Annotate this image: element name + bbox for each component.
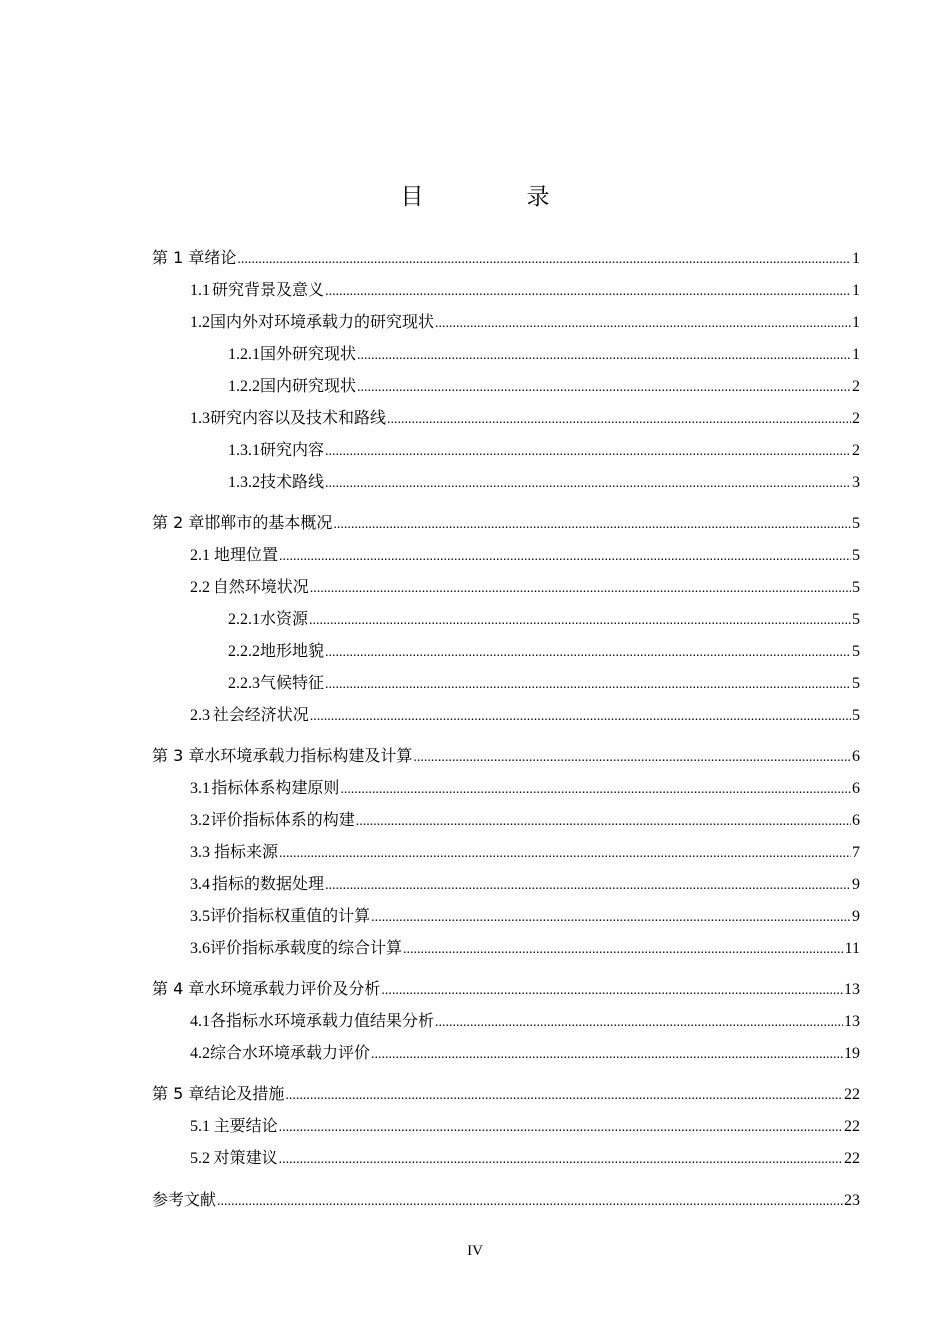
toc-entry-title: 结论及措施 [204, 1084, 285, 1103]
toc-entry[interactable] [152, 1115, 860, 1139]
toc-entry-page: 11 [844, 940, 860, 957]
toc-entry[interactable] [152, 311, 860, 335]
toc-entry-title: 指标体系构建原则 [211, 778, 340, 797]
toc-entry-page: 6 [852, 812, 860, 829]
toc-dot-leader [325, 672, 851, 696]
toc-entry-page: 9 [852, 908, 860, 925]
toc-entry-number: 2.2 [190, 579, 210, 596]
toc-entry-title: 社会经济状况 [212, 705, 309, 724]
toc-dot-leader [217, 1189, 843, 1213]
toc-entry[interactable] [152, 576, 860, 600]
toc-entry[interactable] [152, 640, 860, 664]
toc-entry-title: 各指标水环境承载力值结果分析 [210, 1011, 435, 1030]
toc-entry-page: 13 [844, 1013, 860, 1030]
toc-entry-page: 23 [844, 1192, 860, 1209]
toc-entry-page: 1 [852, 314, 860, 331]
toc-entry-page: 22 [844, 1118, 860, 1135]
toc-dot-leader [325, 279, 851, 303]
toc-entry-page: 2 [852, 378, 860, 395]
toc-dot-leader [325, 873, 851, 897]
toc-entry-page: 6 [852, 748, 860, 765]
toc-dot-leader [285, 1083, 843, 1107]
toc-entry-title: 水环境承载力评价及分析 [204, 979, 381, 998]
toc-entry[interactable] [152, 704, 860, 728]
toc-entry-number: 2.3 [190, 707, 210, 724]
toc-entry[interactable] [152, 978, 860, 1002]
toc-dot-leader [279, 1115, 843, 1139]
toc-entry-page: 22 [844, 1150, 860, 1167]
toc-dot-leader [310, 576, 851, 600]
toc-entry[interactable] [152, 937, 860, 961]
toc-entry-page: 1 [852, 282, 860, 299]
toc-entry-number: 5.1 [190, 1118, 210, 1135]
toc-entry-number: 3.6 [190, 940, 210, 957]
toc-entry-number: 3.3 [190, 844, 210, 861]
toc-entry-title: 国外研究现状 [260, 344, 357, 363]
toc-entry-number: 2.2.3 [228, 675, 260, 692]
toc-entry-title: 地形地貌 [260, 641, 325, 660]
toc-dot-leader [340, 777, 851, 801]
toc-entry[interactable] [152, 439, 860, 463]
toc-entry-title: 自然环境状况 [212, 577, 309, 596]
toc-entry[interactable] [152, 672, 860, 696]
toc-entry-number: 第 4 章 [152, 979, 205, 998]
toc-dot-leader [435, 1010, 843, 1034]
toc-entry[interactable] [152, 512, 860, 536]
toc-entry[interactable] [152, 777, 860, 801]
toc-entry-page: 5 [852, 579, 860, 596]
toc-entry-page: 2 [852, 442, 860, 459]
toc-entry-page: 1 [852, 346, 860, 363]
toc-entry-number: 2.1 [190, 547, 210, 564]
toc-entry[interactable] [152, 809, 860, 833]
toc-dot-leader [333, 512, 851, 536]
page-number: IV [467, 1243, 483, 1259]
toc-entry[interactable] [152, 1083, 860, 1107]
toc-entry-number: 1.2 [190, 314, 210, 331]
toc-entry[interactable] [152, 841, 860, 865]
toc-entry[interactable] [152, 1010, 860, 1034]
toc-dot-leader [279, 841, 851, 865]
toc-entry[interactable] [152, 873, 860, 897]
toc-entry-number: 4.1 [190, 1013, 210, 1030]
toc-dot-leader [237, 247, 851, 271]
toc-dot-leader [357, 375, 851, 399]
toc-entry-number: 2.2.1 [228, 611, 260, 628]
toc-entry-title: 评价指标权重值的计算 [210, 906, 371, 925]
toc-dot-leader [325, 640, 851, 664]
toc-entry-number: 3.1 [190, 780, 210, 797]
toc-entry-title: 参考文献 [152, 1190, 217, 1209]
toc-entry-title: 邯郸市的基本概况 [204, 513, 333, 532]
toc-entry-number: 3.4 [190, 876, 210, 893]
toc-dot-leader [403, 937, 844, 961]
toc-entry[interactable] [152, 544, 860, 568]
toc-entry-number: 1.3.2 [228, 474, 260, 491]
toc-entry-page: 5 [852, 643, 860, 660]
toc-entry-title: 指标来源 [213, 842, 278, 861]
toc-dot-leader [381, 978, 843, 1002]
toc-entry-title: 评价指标体系的构建 [210, 810, 355, 829]
toc-entry[interactable] [152, 343, 860, 367]
toc-entry[interactable] [152, 608, 860, 632]
toc-dot-leader [325, 439, 851, 463]
toc-entry-number: 3.2 [190, 812, 210, 829]
toc-entry[interactable] [152, 375, 860, 399]
toc-entry-number: 3.5 [190, 908, 210, 925]
toc-entry[interactable] [152, 1147, 860, 1171]
toc-entry-title: 综合水环境承载力评价 [210, 1043, 371, 1062]
toc-entry-page: 1 [852, 250, 860, 267]
toc-entry[interactable] [152, 1189, 860, 1213]
toc-entry-number: 第 2 章 [152, 513, 205, 532]
toc-entry-number: 第 1 章 [152, 248, 205, 267]
toc-entry-number: 1.2.1 [228, 346, 260, 363]
toc-dot-leader [371, 1042, 843, 1066]
toc-dot-leader [371, 905, 851, 929]
toc-entry[interactable] [152, 1042, 860, 1066]
toc-entry-page: 2 [852, 410, 860, 427]
toc-entry-number: 1.3.1 [228, 442, 260, 459]
toc-entry-page: 19 [844, 1045, 860, 1062]
toc-entry-page: 7 [852, 844, 860, 861]
toc-entry-title: 绪论 [204, 248, 237, 267]
toc-entry-page: 22 [844, 1086, 860, 1103]
toc-entry-page: 3 [852, 474, 860, 491]
toc-entry-page: 9 [852, 876, 860, 893]
toc-entry-number: 1.1 [190, 282, 210, 299]
toc-entry-page: 5 [852, 675, 860, 692]
toc-dot-leader [309, 608, 851, 632]
toc-title: 目 录 [400, 184, 590, 210]
toc-entry-number: 第 5 章 [152, 1084, 205, 1103]
toc-dot-leader [279, 1147, 843, 1171]
toc-dot-leader [279, 544, 851, 568]
toc-entry-page: 5 [852, 547, 860, 564]
toc-entry[interactable] [152, 247, 860, 271]
toc-dot-leader [357, 343, 851, 367]
toc-entry-title: 气候特征 [260, 673, 325, 692]
toc-entry-title: 对策建议 [213, 1148, 278, 1167]
toc-entry-title: 研究内容 [260, 440, 325, 459]
toc-dot-leader [387, 407, 851, 431]
toc-dot-leader [413, 745, 851, 769]
toc-entry-title: 水环境承载力指标构建及计算 [204, 746, 413, 765]
toc-entry-title: 研究内容以及技术和路线 [210, 408, 387, 427]
toc-dot-leader [356, 809, 851, 833]
toc-dot-leader [325, 471, 851, 495]
toc-entry-number: 4.2 [190, 1045, 210, 1062]
toc-entry-title: 评价指标承载度的综合计算 [210, 938, 403, 957]
toc-entry-page: 5 [852, 611, 860, 628]
toc-entry-title: 水资源 [260, 609, 309, 628]
toc-entry-title: 指标的数据处理 [212, 874, 325, 893]
toc-entry-page: 13 [844, 981, 860, 998]
toc-entry-page: 5 [852, 515, 860, 532]
toc-entry[interactable] [152, 905, 860, 929]
toc-entry-title: 国内外对环境承载力的研究现状 [210, 312, 435, 331]
toc-entry[interactable] [152, 745, 860, 769]
toc-entry-title: 主要结论 [213, 1116, 278, 1135]
toc-entry-title: 技术路线 [260, 472, 325, 491]
toc-entry[interactable] [152, 407, 860, 431]
toc-entry-number: 1.3 [190, 410, 210, 427]
toc-entry[interactable] [152, 279, 860, 303]
toc-entry-page: 5 [852, 707, 860, 724]
toc-entry-title: 地理位置 [213, 545, 278, 564]
toc-dot-leader [435, 311, 851, 335]
toc-entry[interactable] [152, 471, 860, 495]
toc-entry-title: 国内研究现状 [260, 376, 357, 395]
toc-entry-title: 研究背景及意义 [212, 280, 325, 299]
toc-entry-number: 2.2.2 [228, 643, 260, 660]
toc-entry-number: 5.2 [190, 1150, 210, 1167]
toc-entry-page: 6 [852, 780, 860, 797]
toc-entry-number: 第 3 章 [152, 746, 205, 765]
toc-dot-leader [310, 704, 851, 728]
toc-entry-number: 1.2.2 [228, 378, 260, 395]
